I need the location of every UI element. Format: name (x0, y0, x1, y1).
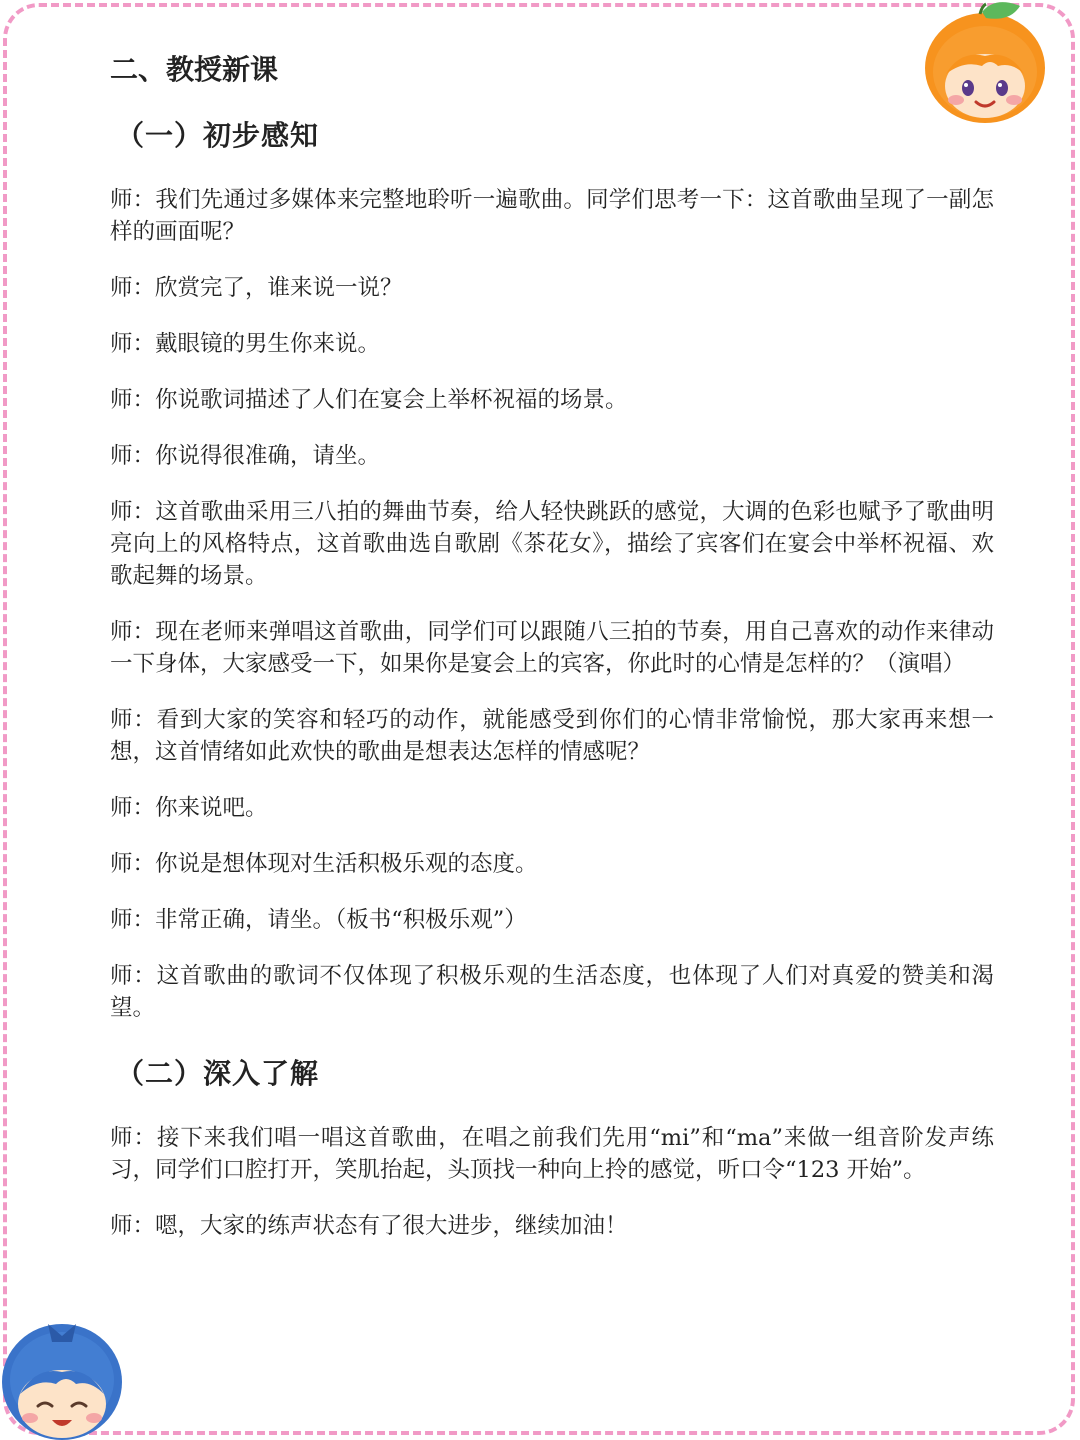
paragraph: 师：这首歌曲采用三八拍的舞曲节奏，给人轻快跳跃的感觉，大调的色彩也赋予了歌曲明亮向上的风格特点，这首歌曲选自歌剧《茶花女》，描绘了宾客们在宴会中举杯祝福、欢歌起舞的场景。 (110, 499, 994, 589)
paragraph: 师：戴眼镜的男生你来说。 (110, 331, 381, 357)
section-title-initial-perception: （一）初步感知 (116, 119, 320, 152)
paragraph: 师：嗯，大家的练声状态有了很大进步，继续加油！ (110, 1213, 628, 1239)
paragraph: 师：接下来我们唱一唱这首歌曲，在唱之前我们先用“mi”和“ma”来做一组音阶发声练习，同学们口腔打开，笑肌抬起，头顶找一种向上拎的感觉，听口令“123 开始”。 (110, 1125, 994, 1183)
paragraph: 师：看到大家的笑容和轻巧的动作，就能感受到你们的心情非常愉悦，那大家再来想一想，这首情绪如此欢快的歌曲是想表达怎样的情感呢？ (110, 707, 994, 765)
paragraph: 师：现在老师来弹唱这首歌曲，同学们可以跟随八三拍的节奏，用自己喜欢的动作来律动一下身体，大家感受一下，如果你是宴会上的宾客，你此时的心情是怎样的？（演唱） (110, 619, 994, 677)
section-title-deeper-understanding: （二）深入了解 (116, 1057, 320, 1090)
paragraph: 师：我们先通过多媒体来完整地聆听一遍歌曲。同学们思考一下：这首歌曲呈现了一副怎样的画面呢？ (110, 187, 994, 245)
blueberry-mascot-icon (0, 1310, 130, 1440)
paragraph: 师：你说是想体现对生活积极乐观的态度。 (110, 851, 538, 877)
paragraph: 师：你说歌词描述了人们在宴会上举杯祝福的场景。 (110, 387, 628, 413)
document-body (110, 44, 994, 1266)
paragraph: 师：你说得很准确，请坐。 (110, 443, 381, 469)
main-heading: 二、教授新课 (110, 53, 279, 86)
paragraph: 师：这首歌曲的歌词不仅体现了积极乐观的生活态度，也体现了人们对真爱的赞美和渴望。 (110, 963, 994, 1021)
paragraph: 师：欣赏完了，谁来说一说？ (110, 275, 403, 301)
paragraph: 师：你来说吧。 (110, 795, 268, 821)
paragraph: 师：非常正确，请坐。（板书“积极乐观”） (110, 907, 527, 933)
